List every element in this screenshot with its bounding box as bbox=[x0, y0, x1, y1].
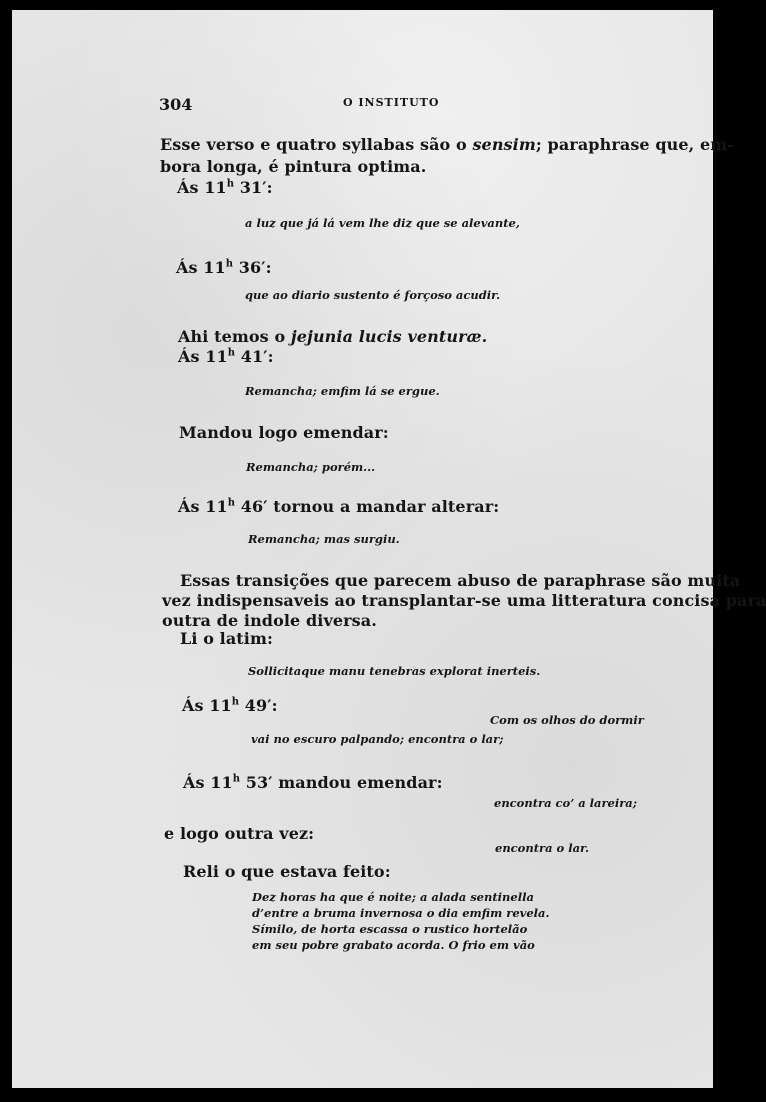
timestamp-line: Ás 11$^h$ 49′: bbox=[182, 696, 278, 715]
text-line: Reli o que estava feito: bbox=[183, 862, 391, 881]
text-line: Mandou logo emendar: bbox=[179, 423, 389, 442]
quoted-verse: Remancha; porém... bbox=[246, 460, 376, 474]
timestamp-line: Ás 11$^h$ 46′ tornou a mandar alterar: bbox=[178, 497, 500, 516]
quoted-verse: Sollicitaque manu tenebras explorat inerteis. bbox=[248, 664, 541, 678]
quoted-verse: encontra co’ a lareira; bbox=[494, 796, 637, 810]
book-page bbox=[12, 10, 766, 1088]
quoted-verse: Remancha; mas surgiu. bbox=[248, 532, 400, 546]
text-line: outra de indole diversa. bbox=[162, 611, 377, 630]
page-number: 304 bbox=[159, 95, 193, 114]
timestamp-line: Ás 11$^h$ 31′: bbox=[177, 178, 273, 197]
running-title: O INSTITUTO bbox=[343, 96, 440, 109]
text-line: Ahi temos o jejunia lucis venturæ. bbox=[178, 327, 488, 346]
quoted-verse: Com os olhos do dormir bbox=[490, 713, 644, 727]
verse-line: em seu pobre grabato acorda. O frio em vão bbox=[252, 938, 535, 952]
text-line: bora longa, é pintura optima. bbox=[160, 157, 427, 176]
timestamp-line: Ás 11$^h$ 36′: bbox=[176, 258, 272, 277]
text-line: Li o latim: bbox=[180, 629, 273, 648]
quoted-verse: que ao diario sustento é forçoso acudir. bbox=[245, 288, 501, 302]
text-line: e logo outra vez: bbox=[164, 824, 315, 843]
quoted-verse: encontra o lar. bbox=[495, 841, 590, 855]
text-line: Essas transições que parecem abuso de paraphrase são muita bbox=[180, 571, 741, 590]
text-line: Esse verso e quatro syllabas são o sensim; paraphrase que, em- bbox=[160, 135, 735, 154]
quoted-verse: vai no escuro palpando; encontra o lar; bbox=[251, 732, 504, 746]
verse-line: Símilo, de horta escassa o rustico hortelão bbox=[252, 922, 528, 936]
timestamp-line: Ás 11$^h$ 53′ mandou emendar: bbox=[183, 773, 443, 792]
verse-line: d’entre a bruma invernosa o dia emfim revela. bbox=[252, 906, 550, 920]
verse-line: Dez horas ha que é noite; a alada sentinella bbox=[252, 890, 534, 904]
timestamp-line: Ás 11$^h$ 41′: bbox=[178, 347, 274, 366]
quoted-verse: a luz que já lá vem lhe diz que se alevante, bbox=[245, 216, 520, 230]
text-line: vez indispensaveis ao transplantar-se uma litteratura concisa para bbox=[162, 591, 766, 610]
quoted-verse: Remancha; emfim lá se ergue. bbox=[245, 384, 440, 398]
